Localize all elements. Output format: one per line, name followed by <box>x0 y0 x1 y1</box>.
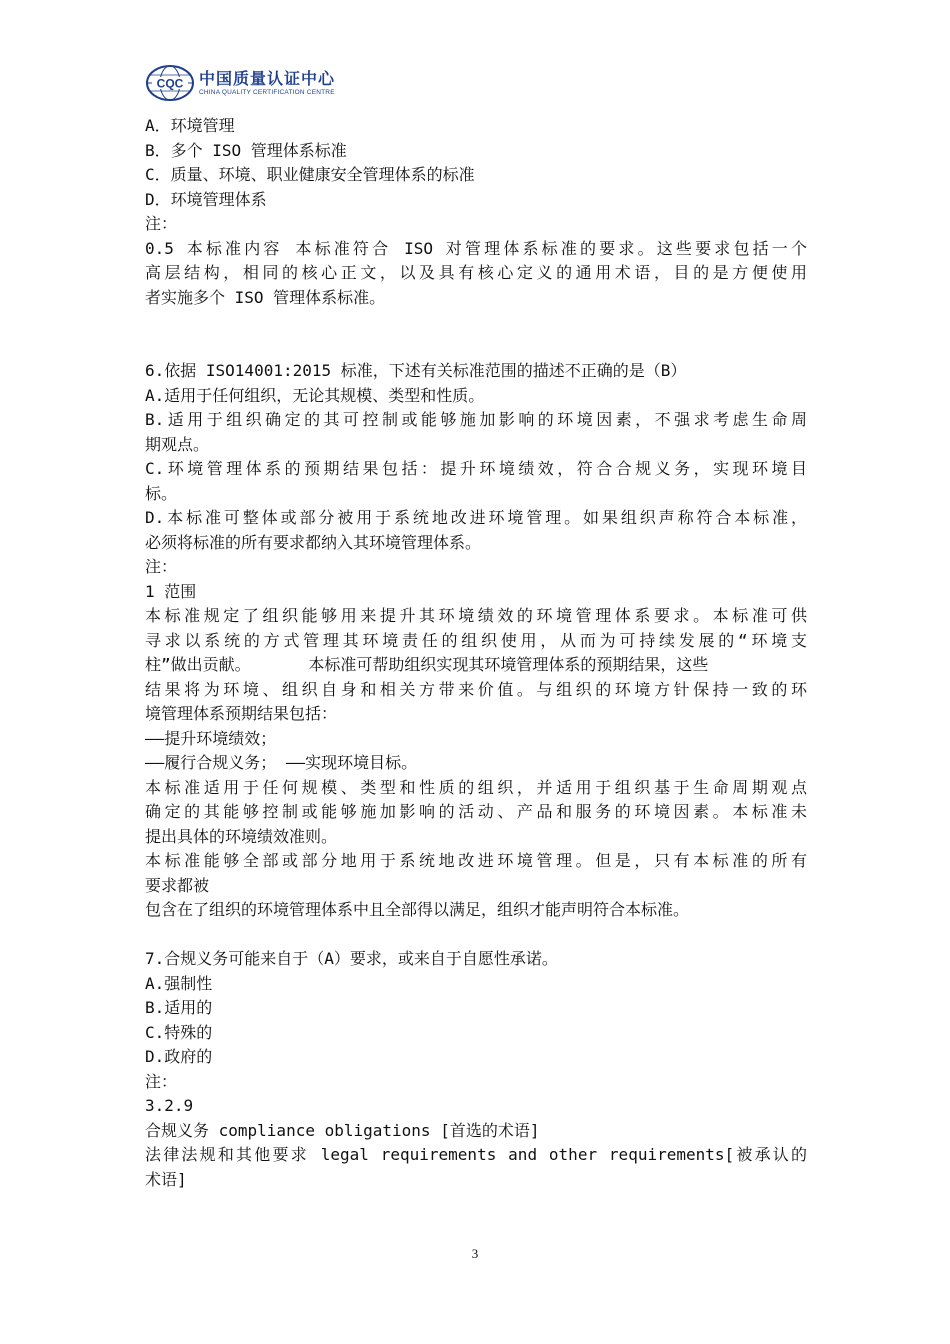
q6-note-line: 本标准适用于任何规模、类型和性质的组织，并适用于组织基于生命周期观点 <box>145 777 807 797</box>
q6-note-line: 本标准规定了组织能够用来提升其环境绩效的环境管理体系要求。本标准可供 <box>145 606 807 625</box>
q6-option-b: B.适用于组织确定的其可控制或能够施加影响的环境因素，不强求考虑生命周 <box>145 410 807 429</box>
q6-question: 6.依据 ISO14001:2015 标准，下述有关标准范围的描述不正确的是（B） <box>145 361 687 380</box>
q5-note-line: 0.5 本标准内容 本标准符合 ISO 对管理体系标准的要求。这些要求包括一个 <box>145 238 807 258</box>
q6-note-line: 1 范围 <box>145 581 197 601</box>
q6-note-line: 包含在了组织的环境管理体系中且全部得以满足，组织才能声明符合本标准。 <box>145 900 690 919</box>
q6-note-line: 柱”做出贡献。 本标准可帮助组织实现其环境管理体系的预期结果，这些 <box>145 655 709 674</box>
cqc-globe-logo-icon <box>145 64 195 102</box>
logo-chinese-name: 中国质量认证中心 <box>199 69 336 88</box>
q5-note-label: 注： <box>145 214 178 233</box>
q6-block <box>145 359 807 923</box>
q6-note-line: ——履行合规义务； ——实现环境目标。 <box>145 753 418 772</box>
q7-option-c: C.特殊的 <box>145 1022 213 1042</box>
q6-note-label: 注： <box>145 557 178 576</box>
q6-note-line: 本标准能够全部或部分地用于系统地改进环境管理。但是，只有本标准的所有 <box>145 851 807 870</box>
page-number: 3 <box>471 1246 479 1261</box>
document-body <box>145 114 807 1192</box>
q7-note-line: 3.2.9 <box>145 1096 194 1115</box>
q5-note-line: 者实施多个 ISO 管理体系标准。 <box>145 287 386 307</box>
q5-option-b: B．多个 ISO 管理体系标准 <box>145 140 347 160</box>
q6-note-line: 确定的其能够控制或能够施加影响的活动、产品和服务的环境因素。本标准未 <box>145 802 807 821</box>
q6-note-line: 提出具体的环境绩效准则。 <box>145 826 338 846</box>
q7-option-b: B.适用的 <box>145 998 213 1017</box>
q5-option-c: C．质量、环境、职业健康安全管理体系的标准 <box>145 165 475 184</box>
q6-option-a: A.适用于任何组织，无论其规模、类型和性质。 <box>145 385 485 405</box>
q6-note-line: 境管理体系预期结果包括： <box>145 704 338 723</box>
q7-option-a: A.强制性 <box>145 973 213 993</box>
q6-note-line: 要求都被 <box>145 875 210 895</box>
q5-note-line: 高层结构，相同的核心正文，以及具有核心定义的通用术语，目的是方便使用 <box>145 263 807 282</box>
q6-note-line: 寻求以系统的方式管理其环境责任的组织使用，从而为可持续发展的“环境支 <box>145 630 807 650</box>
logo-abbreviation: CQC <box>156 76 184 91</box>
q5-option-a: A．环境管理 <box>145 116 235 135</box>
q7-note-label: 注： <box>145 1071 178 1091</box>
q7-note-line: 法律法规和其他要求 legal requirements and other requirements[被承认的 <box>145 1145 807 1164</box>
q5-option-d: D．环境管理体系 <box>145 189 267 209</box>
q6-option-d: D.本标准可整体或部分被用于系统地改进环境管理。如果组织声称符合本标准， <box>145 508 807 527</box>
q7-option-d: D.政府的 <box>145 1047 213 1066</box>
q6-option-c: C.环境管理体系的预期结果包括：提升环境绩效，符合合规义务，实现环境目 <box>145 459 807 478</box>
q6-note-line: 结果将为环境、组织自身和相关方带来价值。与组织的环境方针保持一致的环 <box>145 679 807 699</box>
q6-option-b-cont: 期观点。 <box>145 434 210 454</box>
q6-option-c-cont: 标。 <box>145 483 178 503</box>
q5-block <box>145 114 807 310</box>
q7-block <box>145 947 807 1192</box>
q6-option-d-cont: 必须将标准的所有要求都纳入其环境管理体系。 <box>145 532 482 552</box>
cqc-logo <box>145 64 335 102</box>
q7-question: 7.合规义务可能来自于（A）要求，或来自于自愿性承诺。 <box>145 949 558 968</box>
q7-note-line: 术语] <box>145 1169 187 1189</box>
logo-english-name: CHINA QUALITY CERTIFICATION CENTRE <box>199 89 335 96</box>
q7-note-line: 合规义务 compliance obligations [首选的术语] <box>145 1120 540 1140</box>
q6-note-line: ——提升环境绩效； <box>145 728 277 748</box>
